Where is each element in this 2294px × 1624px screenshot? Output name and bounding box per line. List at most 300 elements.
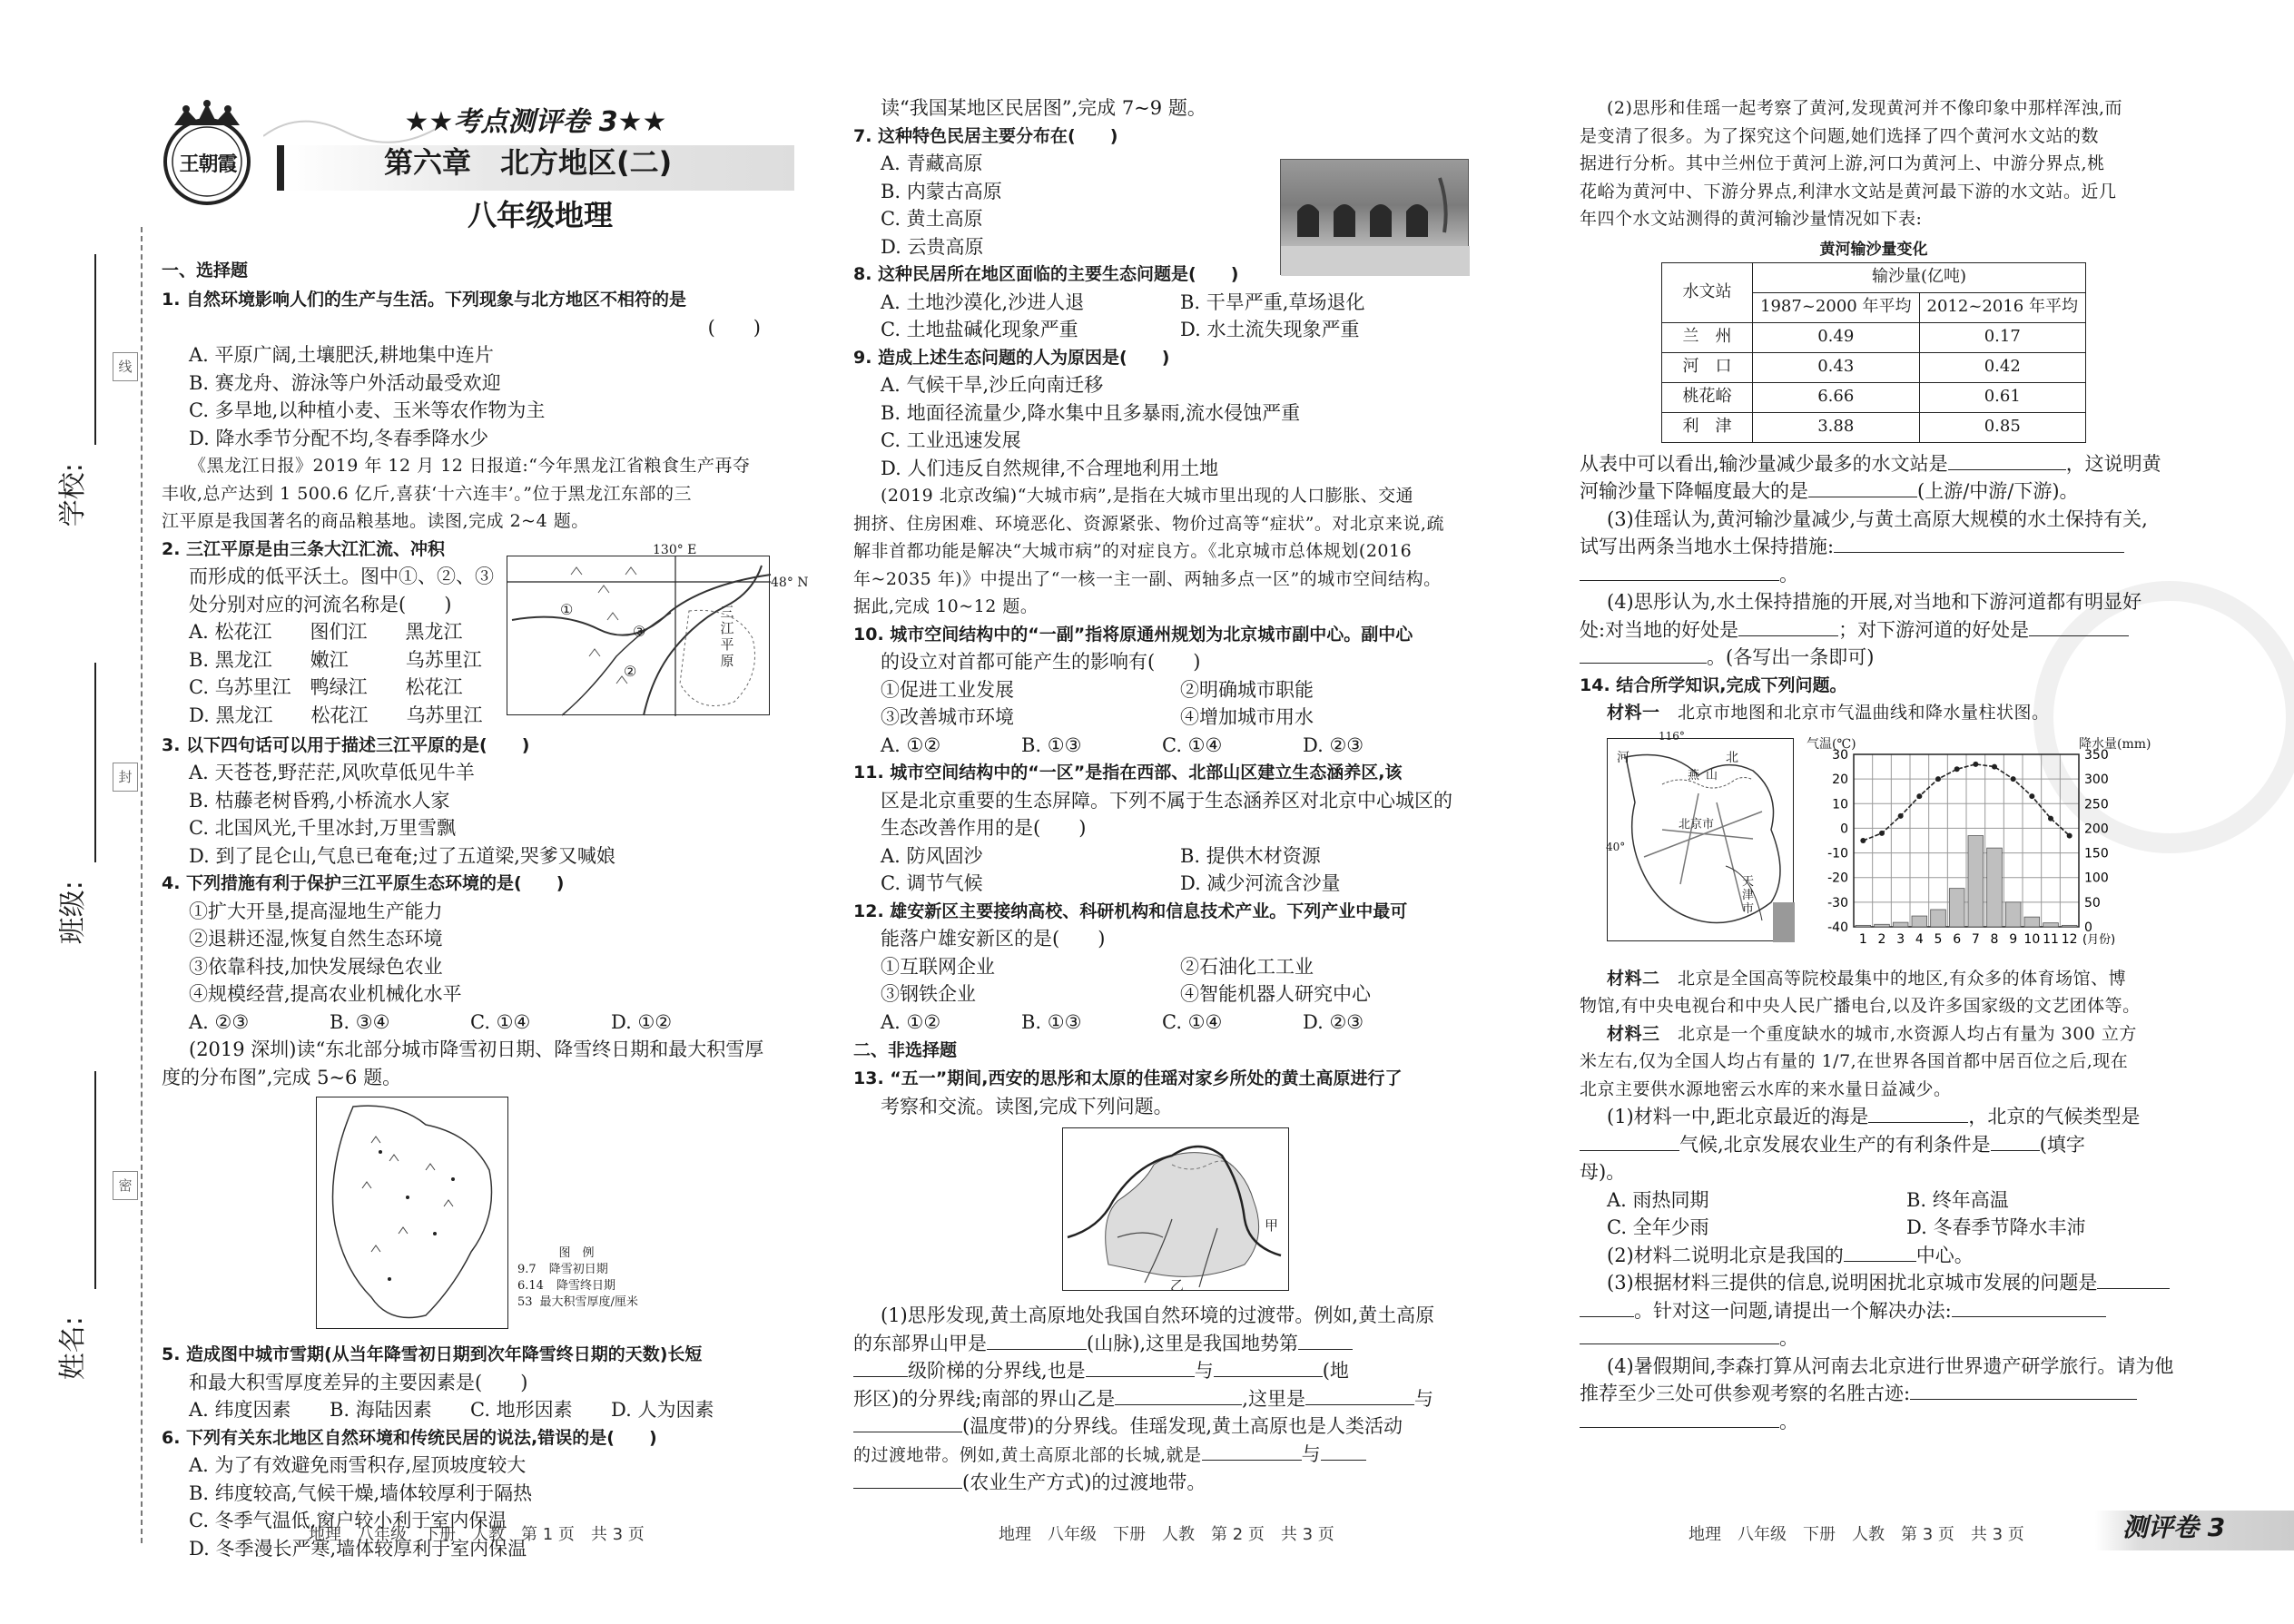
page-footer-1: 地理 八年级 下册 人教 第 1 页 共 3 页 (309, 1525, 645, 1544)
material-1-figures (1580, 727, 2206, 965)
question-5 (162, 1341, 815, 1424)
q4-option[interactable]: B. ③④ (330, 1010, 390, 1033)
q13-part2 (1580, 94, 2206, 233)
map-label-mountain-1: 燕 (1688, 768, 1700, 782)
climate-chart-svg (1807, 749, 2197, 967)
temperature-point (1992, 763, 1997, 769)
map-label-north: 北 (1726, 750, 1738, 765)
plain-char: 平 (720, 635, 734, 653)
temperature-point (1860, 838, 1866, 843)
chart-right-tick: 350 (2084, 748, 2109, 763)
q13-2b-text: ，这说明黄 (2065, 452, 2161, 475)
q5-option[interactable]: B. 海陆因素 (330, 1399, 432, 1421)
page-footer-2: 地理 八年级 下册 人教 第 2 页 共 3 页 (999, 1525, 1334, 1544)
chart-x-tick: 4 (1915, 931, 1924, 947)
answer-blank[interactable] (987, 1330, 1087, 1350)
q13-2b-text: 河输沙量下降幅度最大的是 (1580, 480, 1808, 502)
q5-option[interactable]: A. 纬度因素 (189, 1399, 291, 1421)
q5-stem: 5. 造成图中城市雪期(从当年降雪初日期到次年降雪终日期的天数)长短 (162, 1344, 703, 1364)
q14-1-option[interactable]: A. 雨热同期 (1607, 1188, 1709, 1211)
map-label-river: 河 (1617, 750, 1629, 765)
q7-option[interactable]: A. 青藏高原 (881, 153, 983, 174)
chart-x-tick: 7 (1971, 931, 1980, 947)
q12-item: ③钢铁企业 (881, 983, 976, 1005)
sanjiang-plain-map (507, 542, 809, 715)
q6-option[interactable]: B. 纬度较高,气候干燥,墙体较厚利于隔热 (189, 1481, 533, 1504)
q6-option[interactable]: C. 冬季气温低,窗户较小利于室内保温 (189, 1510, 507, 1531)
material-3-text: 北京主要供水源地密云水库的来水量日益减少。 (1580, 1078, 1952, 1099)
beijing-map-icon (1608, 739, 1795, 942)
q2-option[interactable]: B. 黑龙江 嫩江 乌苏里江 (189, 648, 482, 671)
northeast-snow-map (316, 1097, 508, 1329)
answer-blank[interactable] (1580, 1408, 1779, 1428)
chart-left-tick: -30 (1827, 895, 1848, 910)
intro-line: 解非首都功能是解决“大城市病”的对症良方。《北京城市总体规划(2016 (853, 541, 1413, 561)
q10-option[interactable]: C. ①④ (1162, 733, 1223, 756)
q13-1-text: 形区)的分界线;南部的界山乙是 (853, 1387, 1116, 1410)
school-label: 学校: (56, 463, 89, 527)
q8-option[interactable]: C. 土地盐碱化现象严重 (881, 319, 1078, 340)
q13-4-text: ；对下游河道的好处是 (1838, 618, 2030, 641)
chart-left-tick: -40 (1827, 920, 1848, 935)
q7-option[interactable]: D. 云贵高原 (881, 235, 984, 258)
q11-option[interactable]: C. 调节气候 (881, 872, 983, 894)
q10-option[interactable]: A. ①② (881, 733, 941, 756)
q2-stem: 2. 三江平原是由三条大江汇流、冲积 (162, 538, 446, 559)
intro-line: (2019 深圳)读“东北部分城市降雪初日期、降雪终日期和最大积雪厚 (189, 1038, 764, 1060)
logo-text: 王朝霞 (179, 153, 237, 176)
q8-option[interactable]: A. 土地沙漠化,沙进人退 (881, 290, 1085, 313)
q9-option[interactable]: C. 工业迅速发展 (881, 429, 1021, 451)
seal-mark-1: 线 (113, 352, 138, 381)
q13-2-line: 花峪为黄河中、下游分界点,利津水文站是黄河最下游的水文站。近几 (1580, 181, 2117, 202)
q1-answer-paren[interactable]: ( ) (707, 316, 761, 339)
temperature-point (2029, 793, 2034, 799)
chart-x-tick: 6 (1953, 931, 1962, 947)
beijing-map (1606, 729, 1794, 941)
material-2-label: 材料二 (1607, 968, 1660, 989)
precip-bar (1856, 925, 1871, 927)
table-row (1662, 412, 2086, 442)
q11-option[interactable]: A. 防风固沙 (881, 844, 983, 867)
legend-date-2: 6.14 (517, 1279, 544, 1293)
precip-bar (2005, 901, 2021, 926)
q4-option[interactable]: D. ①② (611, 1010, 673, 1033)
chart-x-unit: (月份) (2082, 932, 2116, 947)
q14-stem: 14. 结合所学知识,完成下列问题。 (1580, 674, 1847, 695)
q8-option[interactable]: B. 干旱严重,草场退化 (1180, 290, 1365, 313)
answer-blank[interactable] (1580, 1324, 1779, 1344)
table-cell: 0.61 (1919, 382, 2086, 412)
q3-option[interactable]: A. 天苍苍,野茫茫,风吹草低见牛羊 (189, 762, 475, 783)
q13-3-text: 。 (1779, 563, 1798, 586)
temperature-point (2067, 832, 2072, 838)
q4-item: ③依靠科技,加快发展绿色农业 (189, 955, 443, 978)
answer-blank[interactable] (1910, 1380, 2137, 1400)
table-header: 2012~2016 年平均 (1919, 292, 2086, 322)
q4-item: ④规模经营,提高农业机械化水平 (189, 983, 462, 1005)
q12-option[interactable]: D. ②③ (1303, 1010, 1364, 1033)
q14-1-text: (1)材料一中,距北京最近的海是 (1607, 1106, 1869, 1127)
answer-blank[interactable] (853, 1357, 908, 1377)
chart-left-tick: -10 (1827, 846, 1848, 861)
answer-blank[interactable] (1834, 533, 2124, 553)
q12-stem: 能落户雄安新区的是( ) (881, 928, 1106, 950)
chart-right-tick: 50 (2084, 895, 2101, 910)
precip-bar (2024, 917, 2040, 927)
q14-4-text: (4)暑假期间,李森打算从河南去北京进行世界遗产研学旅行。请为他 (1607, 1354, 2174, 1377)
q5-option[interactable]: C. 地形因素 (470, 1399, 573, 1421)
q13-1-text: (山脉),这里是我国地势第 (1087, 1332, 1299, 1354)
answer-blank[interactable] (1948, 450, 2066, 470)
q2-stem: 处分别对应的河流名称是( ) (189, 593, 452, 615)
q12-item: ①互联网企业 (881, 955, 995, 978)
chart-left-tick: 30 (1832, 748, 1848, 763)
grade-subject: 八年级地理 (467, 198, 613, 232)
q14-4-text: 。 (1779, 1410, 1798, 1432)
q13-stem: 考察和交流。读图,完成下列问题。 (881, 1095, 1173, 1117)
q13-1-text: ,这里是 (1242, 1387, 1305, 1410)
chart-left-tick: 10 (1832, 796, 1848, 812)
intro-line: 度的分布图”,完成 5~6 题。 (162, 1066, 402, 1088)
precip-bar (2062, 925, 2077, 927)
q1-option[interactable]: C. 多旱地,以种植小麦、玉米等农作物为主 (189, 399, 546, 421)
question-2 (162, 536, 815, 726)
q13-2-line: 年四个水文站测得的黄河输沙量情况如下表: (1580, 209, 1923, 229)
test-tag (2095, 1511, 2294, 1550)
q6-option[interactable]: D. 冬季漫长严寒,墙体较厚利于室内保温 (189, 1537, 527, 1560)
answer-blank[interactable] (1868, 1103, 1968, 1123)
q6-option[interactable]: A. 为了有效避免雨雪积存,屋顶坡度较大 (189, 1454, 527, 1476)
q4-item: ②退耕还湿,恢复自然生态环境 (189, 928, 443, 950)
test-tag-text: 测评卷 3 (2122, 1512, 2226, 1542)
q12-option[interactable]: C. ①④ (1162, 1010, 1223, 1033)
q4-stem: 4. 下列措施有利于保护三江平原生态环境的是( ) (162, 873, 565, 893)
q10-item: ①促进工业发展 (881, 678, 1014, 701)
q12-item: ②石油化工工业 (1180, 955, 1314, 978)
chart-x-tick: 11 (2043, 931, 2059, 947)
q13-part1 (853, 1302, 1507, 1497)
chapter-title: 第六章 北方地区(二) (384, 145, 673, 180)
answer-blank[interactable] (1844, 1242, 1916, 1262)
q11-stem: 生态改善作用的是( ) (881, 817, 1087, 839)
chart-left-tick: -20 (1827, 871, 1848, 886)
q1-option[interactable]: D. 降水季节分配不均,冬春季降水少 (189, 427, 489, 449)
legend-text-2: 降雪终日期 (556, 1279, 615, 1293)
q13-stem: 13. “五一”期间,西安的思彤和太原的佳瑶对家乡所处的黄土高原进行了 (853, 1068, 1403, 1088)
chart-left-tick: 0 (1840, 821, 1848, 836)
column-page-1 (162, 256, 815, 1562)
legend-depth: 53 (517, 1295, 533, 1309)
chart-x-tick: 8 (1990, 931, 1999, 947)
map-marker-3: ③ (633, 622, 646, 640)
q13-1-text: 的过渡地带。例如,黄土高原北部的长城,就是 (853, 1444, 1202, 1465)
q1-stem: 1. 自然环境影响人们的生产与生活。下列现象与北方地区不相符的是 (162, 290, 687, 310)
chart-ylabel-left: 气温(℃) (1807, 736, 1856, 752)
answer-blank[interactable] (853, 1412, 962, 1432)
q13-part2-answer (1580, 450, 2206, 506)
q13-1-line: (1)思彤发现,黄土高原地处我国自然环境的过渡带。例如,黄土高原 (881, 1304, 1435, 1326)
mountain-yi: 乙 (1170, 1277, 1185, 1294)
material-2 (1580, 965, 2206, 1020)
chart-ylabel-right: 降水量(mm) (2079, 736, 2151, 752)
map-marker-2: ② (624, 662, 637, 680)
chart-right-tick: 100 (2084, 871, 2109, 886)
column-page-2 (853, 94, 1507, 1497)
name-blank[interactable] (94, 1071, 96, 1289)
seal-mark-3: 密 (113, 1171, 138, 1200)
precip-bar (1893, 922, 1908, 927)
chart-right-tick: 150 (2084, 846, 2109, 861)
q9-option[interactable]: D. 人们违反自然规律,不合理地利用土地 (881, 457, 1219, 479)
table-cell: 兰 州 (1662, 322, 1753, 352)
plain-label (709, 604, 745, 669)
material-2-text: 物馆,有中央电视台和中央人民广播电台,以及许多国家级的文艺团体等。 (1580, 996, 2141, 1016)
q13-2b-text: 从表中可以看出,输沙量减少最多的水文站是 (1580, 452, 1948, 475)
q4-item: ①扩大开垦,提高湿地生产能力 (189, 900, 443, 922)
legend-title: 图 例 (558, 1246, 595, 1260)
name-label: 姓名: (56, 1316, 89, 1381)
chart-right-tick: 200 (2084, 821, 2109, 836)
chart-right-tick: 0 (2084, 920, 2092, 935)
q7-stem: 7. 这种特色民居主要分布在( ) (853, 125, 1118, 146)
q14-part1 (1580, 1103, 2206, 1242)
northeast-map-icon (317, 1097, 509, 1330)
q13-part3 (1580, 506, 2206, 589)
answer-blank[interactable] (1580, 1297, 1634, 1317)
q13-part4 (1580, 588, 2206, 672)
answer-blank[interactable] (1086, 1357, 1195, 1377)
answer-blank[interactable] (1298, 1330, 1353, 1350)
q2-option[interactable]: D. 黑龙江 松花江 乌苏里江 (189, 704, 483, 726)
q10-option[interactable]: B. ①③ (1021, 733, 1082, 756)
q14-1-text: 气候,北京发展农业生产的有利条件是 (1679, 1133, 1991, 1156)
q5-stem: 和最大积雪厚度差异的主要因素是( ) (189, 1371, 528, 1393)
chart-right-tick: 300 (2084, 772, 2109, 787)
intro-line: 拥挤、住房困难、环境恶化、资源紧张、物价过高等“症状”。对北京来说,疏 (853, 513, 1444, 534)
q3-option[interactable]: B. 枯藤老树昏鸦,小桥流水人家 (189, 789, 450, 812)
cave-dwelling-photo (1280, 159, 1469, 275)
table-cell: 河 口 (1662, 352, 1753, 382)
plain-char: 江 (720, 619, 734, 636)
temperature-point (1954, 766, 1960, 772)
q8-option[interactable]: D. 水土流失现象严重 (1180, 319, 1360, 340)
q13-2-line: 是变清了很多。为了探究这个问题,她们选择了四个黄河水文站的数 (1580, 125, 2100, 146)
answer-blank[interactable] (1321, 1441, 1366, 1461)
answer-blank[interactable] (1580, 1131, 1679, 1151)
answer-blank[interactable] (853, 1469, 962, 1489)
section-non-choice: 二、非选择题 (853, 1040, 958, 1060)
q10-stem: 的设立对首都可能产生的影响有( ) (881, 651, 1201, 673)
intro-7-9: 读“我国某地区民居图”,完成 7~9 题。 (881, 97, 1206, 119)
table-row (1662, 322, 2086, 352)
map-label-lat: 40° (1606, 840, 1626, 853)
question-13 (853, 1065, 1507, 1120)
q9-option[interactable]: B. 地面径流量少,降水集中且多暴雨,流水侵蚀严重 (881, 401, 1301, 424)
q1-option[interactable]: B. 赛龙舟、游泳等户外活动最受欢迎 (189, 371, 501, 394)
q6-stem: 6. 下列有关东北地区自然环境和传统民居的说法,错误的是( ) (162, 1427, 657, 1448)
q3-option[interactable]: D. 到了昆仑山,气息已奄奄;过了五道梁,哭爹又喊娘 (189, 844, 615, 867)
precip-bar (1912, 916, 1927, 927)
name-field[interactable] (42, 1071, 96, 1380)
q11-option[interactable]: B. 提供木材资源 (1180, 844, 1321, 867)
question-1 (162, 285, 815, 452)
table-title: 黄河输沙量变化 (1819, 240, 1928, 259)
question-9 (853, 344, 1507, 483)
q12-option[interactable]: A. ①② (881, 1010, 941, 1033)
q7-option[interactable]: B. 内蒙古高原 (881, 180, 1002, 202)
question-10 (853, 621, 1507, 760)
temperature-point (1973, 761, 1978, 766)
answer-blank[interactable] (1808, 477, 1917, 497)
q13-2-line: (2)思彤和佳瑶一起考察了黄河,发现黄河并不像印象中那样浑浊,而 (1607, 98, 2122, 118)
q10-item: ③改善城市环境 (881, 706, 1014, 728)
column-page-3 (1580, 94, 2206, 1435)
answer-blank[interactable] (2029, 616, 2129, 636)
answer-blank[interactable] (1202, 1441, 1302, 1461)
answer-blank[interactable] (1580, 561, 1779, 581)
precip-bar (2043, 922, 2059, 926)
answer-blank[interactable] (1738, 616, 1838, 636)
table-cell: 0.49 (1753, 322, 1920, 352)
material-3-label: 材料三 (1607, 1023, 1660, 1044)
map-lon-label: 130° E (653, 542, 697, 557)
q13-1-text: 与 (1194, 1360, 1214, 1382)
temperature-point (2011, 776, 2016, 782)
q13-4-line: (4)思彤认为,水土保持措施的开展,对当地和下游河道都有明显好 (1607, 591, 2142, 613)
answer-blank[interactable] (1305, 1385, 1414, 1405)
chapter-title-bar (277, 145, 794, 191)
intro-5-6 (162, 1036, 815, 1091)
q10-option[interactable]: D. ②③ (1303, 733, 1364, 756)
chart-left-tick: 20 (1832, 772, 1848, 787)
class-field[interactable] (42, 663, 96, 953)
q14-1-text: 母)。 (1580, 1161, 1626, 1183)
material-3-text: 北京是一个重度缺水的城市,水资源人均占有量为 300 立方 (1678, 1023, 2137, 1044)
q13-1-text: (温度带)的分界线。佳瑶发现,黄土高原也是人类活动 (962, 1415, 1403, 1437)
question-3 (162, 732, 815, 871)
q12-option[interactable]: B. ①③ (1021, 1010, 1082, 1033)
map-label-mountain-2: 山 (1706, 768, 1718, 782)
table-cell: 3.88 (1753, 412, 1920, 442)
q13-4-text: 。(各写出一条即可) (1707, 646, 1875, 668)
q11-option[interactable]: D. 减少河流含沙量 (1180, 872, 1341, 894)
table-cell: 0.17 (1919, 322, 2086, 352)
q1-option[interactable]: A. 平原广阔,土壤肥沃,耕地集中连片 (189, 344, 494, 366)
q9-stem: 9. 造成上述生态问题的人为原因是( ) (853, 347, 1170, 368)
precip-bar (1931, 910, 1946, 927)
q8-stem: 8. 这种民居所在地区面临的主要生态问题是( ) (853, 264, 1239, 284)
q14-1-text: (填字 (2039, 1133, 2085, 1156)
temperature-point (1935, 776, 1941, 782)
table-cell: 0.42 (1919, 352, 2086, 382)
q10-stem: 10. 城市空间结构中的“一副”指将原通州规划为北京城市副中心。副中心 (853, 624, 1413, 645)
q9-option[interactable]: A. 气候干旱,沙丘向南迁移 (881, 374, 1104, 396)
mountain-jia: 甲 (1265, 1217, 1279, 1234)
loess-plateau-map (1062, 1127, 1289, 1294)
q3-stem: 3. 以下四句话可以用于描述三江平原的是( ) (162, 734, 530, 755)
q7-option[interactable]: C. 黄土高原 (881, 208, 983, 230)
q12-stem: 12. 雄安新区主要接纳高校、科研机构和信息技术产业。下列产业中最可 (853, 901, 1408, 921)
q4-option[interactable]: A. ②③ (189, 1010, 250, 1033)
chart-x-tick: 12 (2061, 931, 2078, 947)
seal-mark-2: 封 (113, 763, 138, 792)
chart-x-tick: 1 (1858, 931, 1867, 947)
table-header: 输沙量(亿吨) (1753, 262, 2086, 292)
material-1-text: 北京市地图和北京市气温曲线和降水量柱状图。 (1678, 703, 2050, 723)
q4-option[interactable]: C. ①④ (470, 1010, 531, 1033)
sediment-table-wrap (1580, 237, 2206, 443)
table-header: 水文站 (1662, 262, 1753, 322)
q13-4-text: 处:对当地的好处是 (1580, 618, 1739, 641)
intro-line: 丰收,总产达到 1 500.6 亿斤,喜获‘十六连丰’。”位于黑龙江东部的三 (162, 483, 692, 504)
q14-2-text: 中心。 (1915, 1244, 1974, 1266)
table-cell: 6.66 (1753, 382, 1920, 412)
school-field[interactable] (42, 254, 96, 545)
answer-blank[interactable] (1214, 1357, 1323, 1377)
binding-margin (0, 0, 163, 1624)
q14-1-option[interactable]: B. 终年高温 (1906, 1188, 2009, 1211)
answer-blank[interactable] (1991, 1131, 2040, 1151)
precip-bar (1875, 924, 1890, 927)
q13-2-line: 据进行分析。其中兰州位于黄河上游,河口为黄河上、中游分界点,桃 (1580, 153, 2105, 173)
q2-stem: 而形成的低平沃土。图中①、②、③ (189, 566, 494, 587)
school-blank[interactable] (94, 254, 96, 445)
q13-1-text: (农业生产方式)的过渡地带。 (962, 1471, 1206, 1493)
map-lat-label: 48° N (771, 575, 809, 590)
q14-1-option[interactable]: C. 全年少雨 (1607, 1216, 1709, 1238)
class-blank[interactable] (94, 663, 96, 862)
intro-line: 江平原是我国著名的商品粮基地。读图,完成 2~4 题。 (162, 511, 589, 531)
material-3-text: 米左右,仅为全国人均占有量的 1/7,在世界各国首都中居百位之后,现在 (1580, 1051, 2129, 1071)
answer-blank[interactable] (1580, 644, 1707, 664)
legend-text-1: 降雪初日期 (548, 1263, 608, 1276)
map-marker-1: ① (560, 600, 574, 618)
q14-3-text: 。 (1779, 1327, 1798, 1349)
material-1-label: 材料一 (1607, 703, 1660, 723)
intro-line: 年~2035 年)》中提出了“一核一主一副、两轴多点一区”的城市空间结构。 (853, 568, 1442, 589)
cave-house-icon (1281, 160, 1470, 276)
q14-3-text: 。针对这一问题,请提出一个解决办法: (1634, 1299, 1952, 1322)
q14-1-text: ，北京的气候类型是 (1968, 1106, 2141, 1127)
q14-part3 (1580, 1269, 2206, 1353)
table-header: 1987~2000 年平均 (1753, 292, 1920, 322)
section-choice: 一、选择题 (162, 261, 249, 281)
answer-blank[interactable] (1952, 1297, 2106, 1317)
temperature-point (2048, 815, 2053, 821)
precip-bar (1987, 848, 2003, 927)
question-7 (853, 123, 1507, 261)
precip-bar (1968, 835, 1984, 926)
intro-10-12 (853, 482, 1507, 621)
answer-blank[interactable] (2097, 1269, 2170, 1289)
q2-option[interactable]: A. 松花江 图们江 黑龙江 (189, 621, 463, 643)
map-label-beijing: 北京市 (1679, 817, 1715, 832)
q2-option[interactable]: C. 乌苏里江 鸭绿江 松花江 (189, 676, 463, 698)
q5-option[interactable]: D. 人为因素 (611, 1399, 714, 1421)
table-cell: 0.43 (1753, 352, 1920, 382)
answer-blank[interactable] (1115, 1385, 1242, 1405)
q13-1-text: (地 (1322, 1360, 1349, 1382)
snow-map-wrap (162, 1091, 815, 1341)
q3-option[interactable]: C. 北国风光,千里冰封,万里雪飘 (189, 817, 457, 839)
intro-2-4 (162, 452, 815, 536)
q13-1-text: 的东部界山甲是 (853, 1332, 987, 1354)
chart-x-tick: 3 (1896, 931, 1905, 947)
page-footer-3: 地理 八年级 下册 人教 第 3 页 共 3 页 (1689, 1525, 2024, 1544)
snow-map-legend (517, 1245, 717, 1311)
q14-1-option[interactable]: D. 冬春季节降水丰沛 (1906, 1216, 2086, 1238)
